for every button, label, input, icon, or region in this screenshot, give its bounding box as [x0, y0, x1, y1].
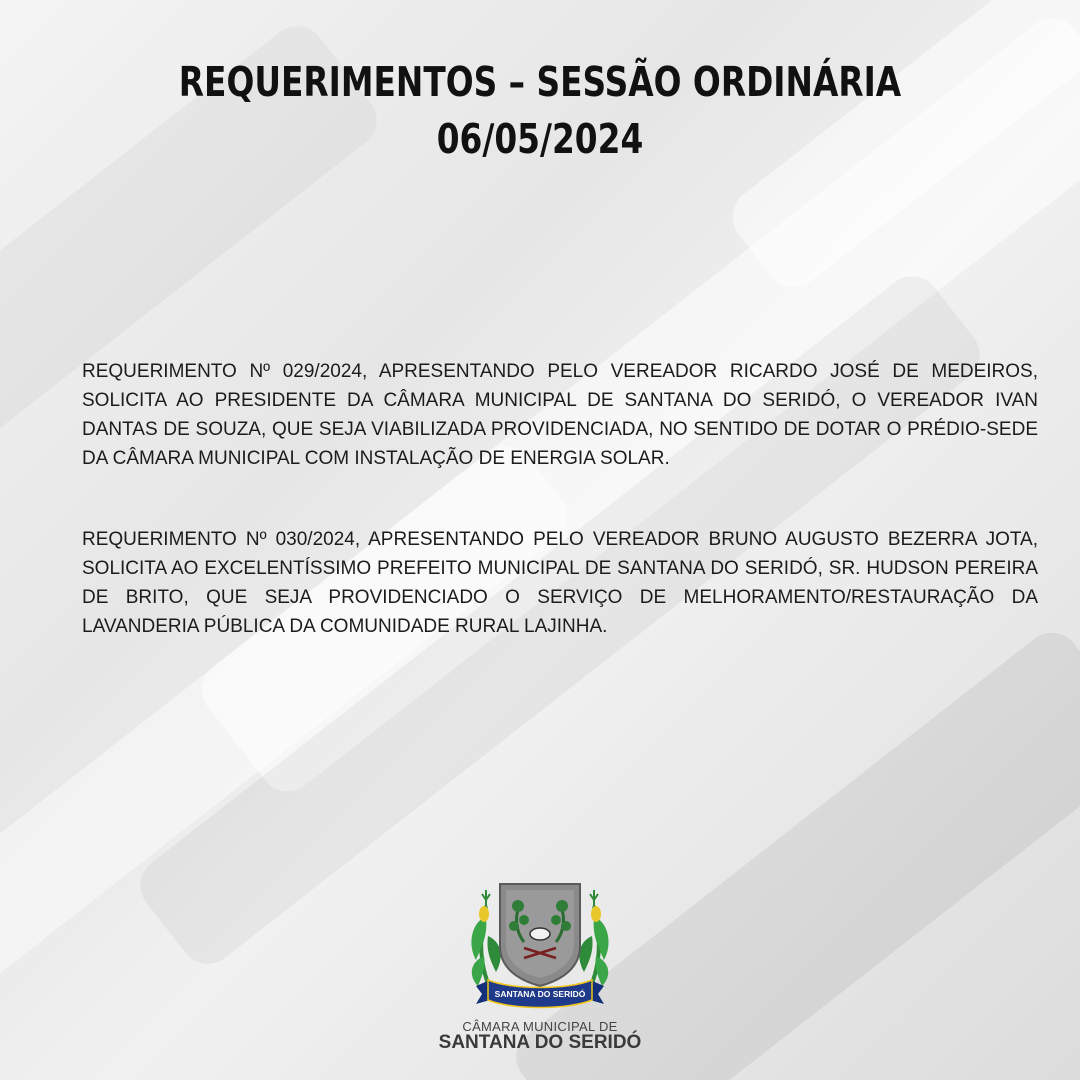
left-corn-icon	[471, 890, 500, 988]
requirement-030: REQUERIMENTO Nº 030/2024, APRESENTANDO PELO VEREADOR BRUNO AUGUSTO BEZERRA JOTA, SOLICITA AO EXCELENTÍSSIMO PREFEITO MUNICIPAL DE SANTANA DO SERIDÓ, SR. HUDSON PEREIRA DE BRITO, QUE SEJA PROVIDENCIADO O SERVIÇO DE MELHORAMENTO/RESTAURAÇÃO DA LAVANDERIA PÚBLICA DA COMUNIDADE RURAL LAJINHA.	[82, 529, 1038, 637]
coat-of-arms-icon	[462, 876, 618, 1012]
right-corn-icon	[579, 890, 608, 988]
page-title: REQUERIMENTOS – SESSÃO ORDINÁRIA	[178, 58, 902, 106]
org-name-line2: SANTANA DO SERIDÓ	[438, 1032, 642, 1053]
org-name-line1: CÂMARA MUNICIPAL DE	[462, 1019, 618, 1034]
emblem-ribbon-text: SANTANA DO SERIDÓ	[494, 989, 586, 999]
session-date: 06/05/2024	[436, 115, 644, 163]
requirement-029: REQUERIMENTO Nº 029/2024, APRESENTANDO PELO VEREADOR RICARDO JOSÉ DE MEDEIROS, SOLICITA AO PRESIDENTE DA CÂMARA MUNICIPAL DE SANTANA DO SERIDÓ, O VEREADOR IVAN DANTAS DE SOUZA, QUE SEJA VIABILIZADA PROVIDENCIADA, NO SENTIDO DE DOTAR O PRÉDIO-SEDE DA CÂMARA MUNICIPAL COM INSTALAÇÃO DE ENERGIA SOLAR.	[82, 361, 1038, 469]
